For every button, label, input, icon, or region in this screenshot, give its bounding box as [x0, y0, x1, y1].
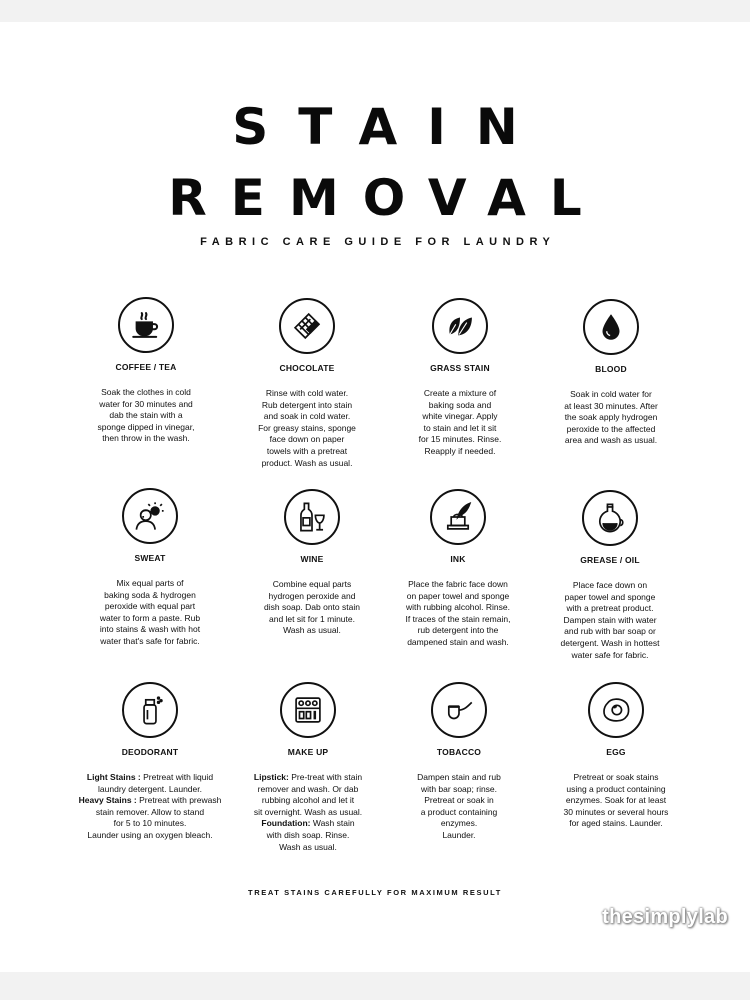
blood-drop-icon: [583, 299, 639, 355]
stain-instructions: Place the fabric face down on paper towel and sponge with rubbing alcohol. Rinse. If traces of the stain remain, rub detergent into the dampened stain and wash.: [405, 579, 511, 647]
deodorant-spray-icon: [122, 682, 178, 738]
stain-name: INK: [450, 554, 466, 564]
stain-instructions: Create a mixture of baking soda and white vinegar. Apply to stain and let it sit for 15 minutes. Rinse. Reapply if needed.: [418, 388, 502, 456]
instruction-line: laundry detergent. Launder.: [98, 783, 202, 794]
stain-instructions: Dampen stain and rub with bar soap; rinse. Pretreat or soak in a product containing enzymes. Launder.: [417, 772, 501, 840]
stain-name: EGG: [606, 747, 626, 757]
stain-item-tobacco: [379, 682, 539, 842]
instruction-line: Light Stains : Pretreat with liquid: [86, 772, 214, 782]
subtitle: FABRIC CARE GUIDE FOR LAUNDRY: [200, 236, 556, 248]
fried-egg-icon: [588, 682, 644, 738]
stain-name: WINE: [300, 554, 324, 564]
instruction-line: remover and wash. Or dab: [257, 783, 359, 794]
stain-name: SWEAT: [134, 553, 166, 563]
stain-instructions: [228, 772, 388, 853]
title-line-1: STAIN: [232, 98, 548, 156]
stain-name: BLOOD: [595, 364, 627, 374]
stain-item-makeup: [228, 682, 388, 853]
instruction-line: Heavy Stains : Pretreat with prewash: [78, 795, 222, 806]
stain-item-grease-oil: [530, 490, 690, 661]
stain-name: GREASE / OIL: [580, 555, 640, 565]
instruction-line: Wash as usual.: [279, 841, 337, 852]
stain-item-chocolate: [227, 298, 387, 469]
stain-name: TOBACCO: [436, 747, 482, 757]
sweating-person-icon: [122, 488, 178, 544]
stain-item-blood: [531, 299, 691, 447]
oil-flask-icon: [582, 490, 638, 546]
stain-item-deodorant: [70, 682, 230, 842]
makeup-palette-icon: [280, 682, 336, 738]
stain-instructions: Place face down on paper towel and sponge with a pretreat product. Dampen stain with water and rub with bar soap or detergent. Wash in hottest water safe for fabric.: [560, 580, 660, 660]
stain-instructions: Pretreat or soak stains using a product containing enzymes. Soak for at least 30 minutes or several hours for aged stains. Launder.: [563, 772, 669, 829]
stain-instructions: Soak the clothes in cold water for 30 minutes and dab the stain with a sponge dipped in vinegar, then throw in the wash.: [97, 387, 195, 444]
instruction-line: stain remover. Allow to stand: [95, 806, 205, 817]
title-line-2: REMOVAL: [168, 169, 606, 227]
stain-instructions: Soak in cold water for at least 30 minutes. After the soak apply hydrogen peroxide to the affected area and wash as usual.: [564, 389, 658, 446]
watermark: thesimplylab: [602, 906, 728, 928]
stain-item-coffee-tea: [66, 297, 226, 445]
tobacco-pipe-icon: [431, 682, 487, 738]
stain-name: CHOCOLATE: [279, 363, 335, 373]
stain-item-wine: [232, 489, 392, 637]
instruction-line: rubbing alcohol and let it: [261, 795, 355, 806]
stain-item-egg: [536, 682, 696, 830]
stain-instructions: Combine equal parts hydrogen peroxide and dish soap. Dab onto stain and let sit for 1 minute. Wash as usual.: [264, 579, 360, 636]
footer-note: TREAT STAINS CAREFULLY FOR MAXIMUM RESULT: [248, 888, 502, 897]
instruction-line: for 5 to 10 minutes.: [113, 818, 187, 829]
coffee-cup-icon: [118, 297, 174, 353]
stain-name: GRASS STAIN: [430, 363, 490, 373]
instruction-line: Launder using an oxygen bleach.: [87, 829, 213, 840]
stain-item-sweat: [70, 488, 230, 648]
stain-instructions: [70, 772, 230, 842]
leaves-icon: [432, 298, 488, 354]
stain-item-ink: [378, 489, 538, 649]
poster: [0, 22, 750, 972]
instruction-line: Foundation: Wash stain: [261, 818, 355, 829]
inkwell-quill-icon: [430, 489, 486, 545]
instruction-line: sit overnight. Wash as usual.: [253, 806, 363, 817]
instruction-line: Lipstick: Pre-treat with stain: [253, 772, 363, 782]
wine-bottle-glass-icon: [284, 489, 340, 545]
chocolate-bar-icon: [279, 298, 335, 354]
stain-instructions: Mix equal parts of baking soda & hydrogen peroxide with equal part water to form a paste. Rub into stains & wash with hot water that's safe for fabric.: [99, 578, 201, 646]
stain-name: MAKE UP: [287, 747, 329, 757]
instruction-line: with dish soap. Rinse.: [266, 829, 350, 840]
stain-name: DEODORANT: [121, 747, 179, 757]
stain-instructions: Rinse with cold water. Rub detergent into stain and soak in cold water. For greasy stains, sponge face down on paper towels with a pretreat product. Wash as usual.: [258, 388, 356, 468]
stain-item-grass: [380, 298, 540, 458]
stain-name: COFFEE / TEA: [115, 362, 177, 372]
